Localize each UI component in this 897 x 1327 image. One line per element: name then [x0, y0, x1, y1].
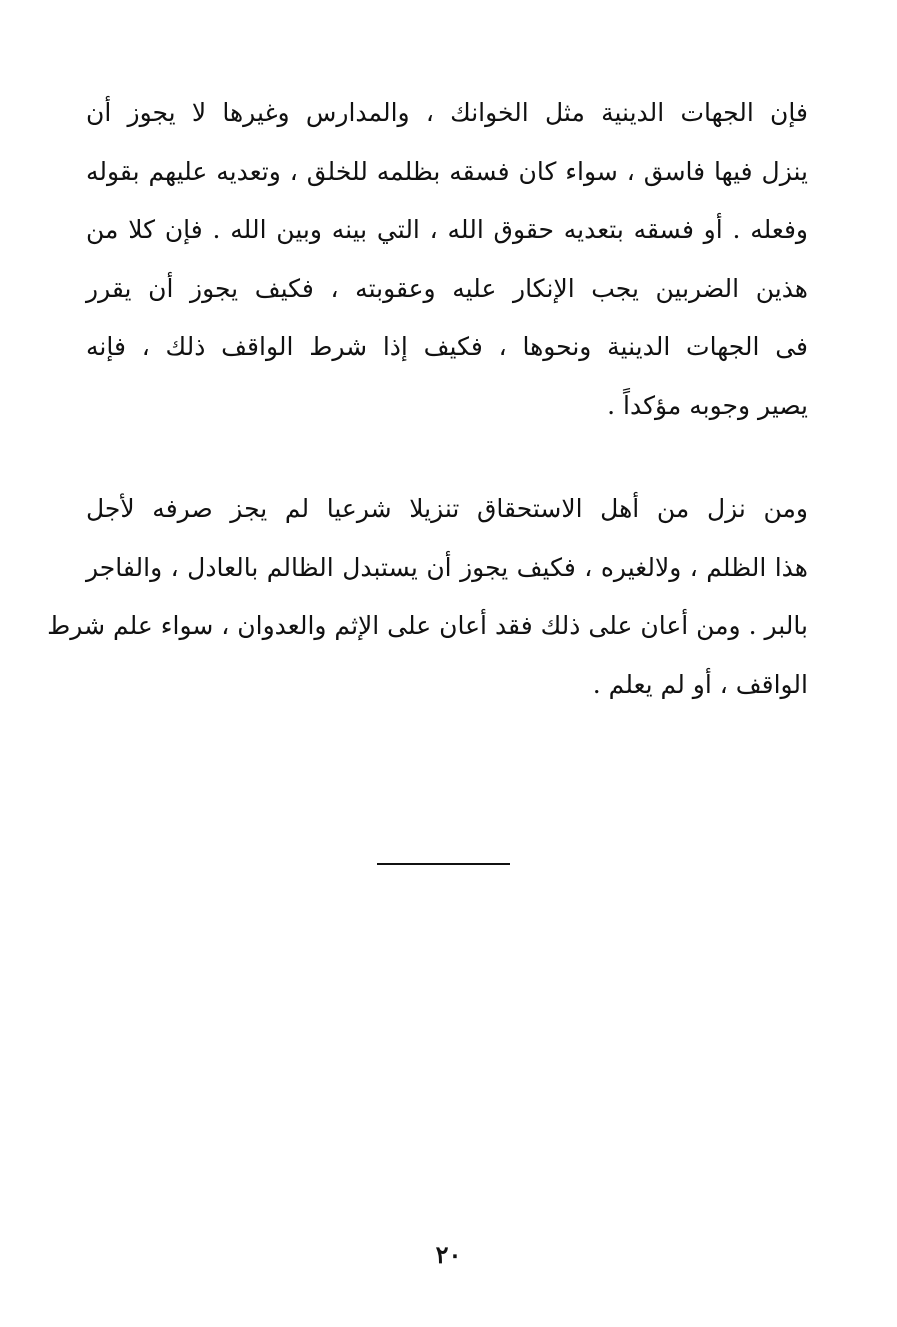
paragraph-line: بالبر . ومن أعان على ذلك فقد أعان على الإثم والعدوان ، سواء علم شرط — [47, 611, 808, 640]
paragraph-line: ومن نزل من أهل الاستحقاق تنزيلا شرعيا لم يجز صرفه لأجل — [86, 494, 808, 523]
paragraph-1 — [86, 84, 808, 435]
paragraph-line: الواقف ، أو لم يعلم . — [592, 669, 808, 699]
paragraph-line: فإن الجهات الدينية مثل الخوانك ، والمدارس وغيرها لا يجوز أن — [86, 98, 808, 127]
paragraph-line: يصير وجوبه مؤكداً . — [607, 390, 808, 420]
paragraph-line: هذا الظلم ، ولالغيره ، فكيف يجوز أن يستبدل الظالم بالعادل ، والفاجر — [86, 552, 808, 582]
paragraph-2 — [47, 480, 808, 714]
paragraph-line: هذين الضربين يجب الإنكار عليه وعقوبته ، فكيف يجوز أن يقرر — [86, 273, 808, 303]
paragraph-line: ينزل فيها فاسق ، سواء كان فسقه بظلمه للخلق ، وتعديه عليهم بقوله — [86, 156, 808, 186]
page-number: ٢٠ — [435, 1240, 462, 1269]
paragraph-line: وفعله . أو فسقه بتعديه حقوق الله ، التي بينه وبين الله . فإن كلا من — [86, 215, 808, 244]
paragraph-line: فى الجهات الدينية ونحوها ، فكيف إذا شرط الواقف ذلك ، فإنه — [86, 332, 808, 361]
footnote-separator-rule — [377, 863, 510, 865]
